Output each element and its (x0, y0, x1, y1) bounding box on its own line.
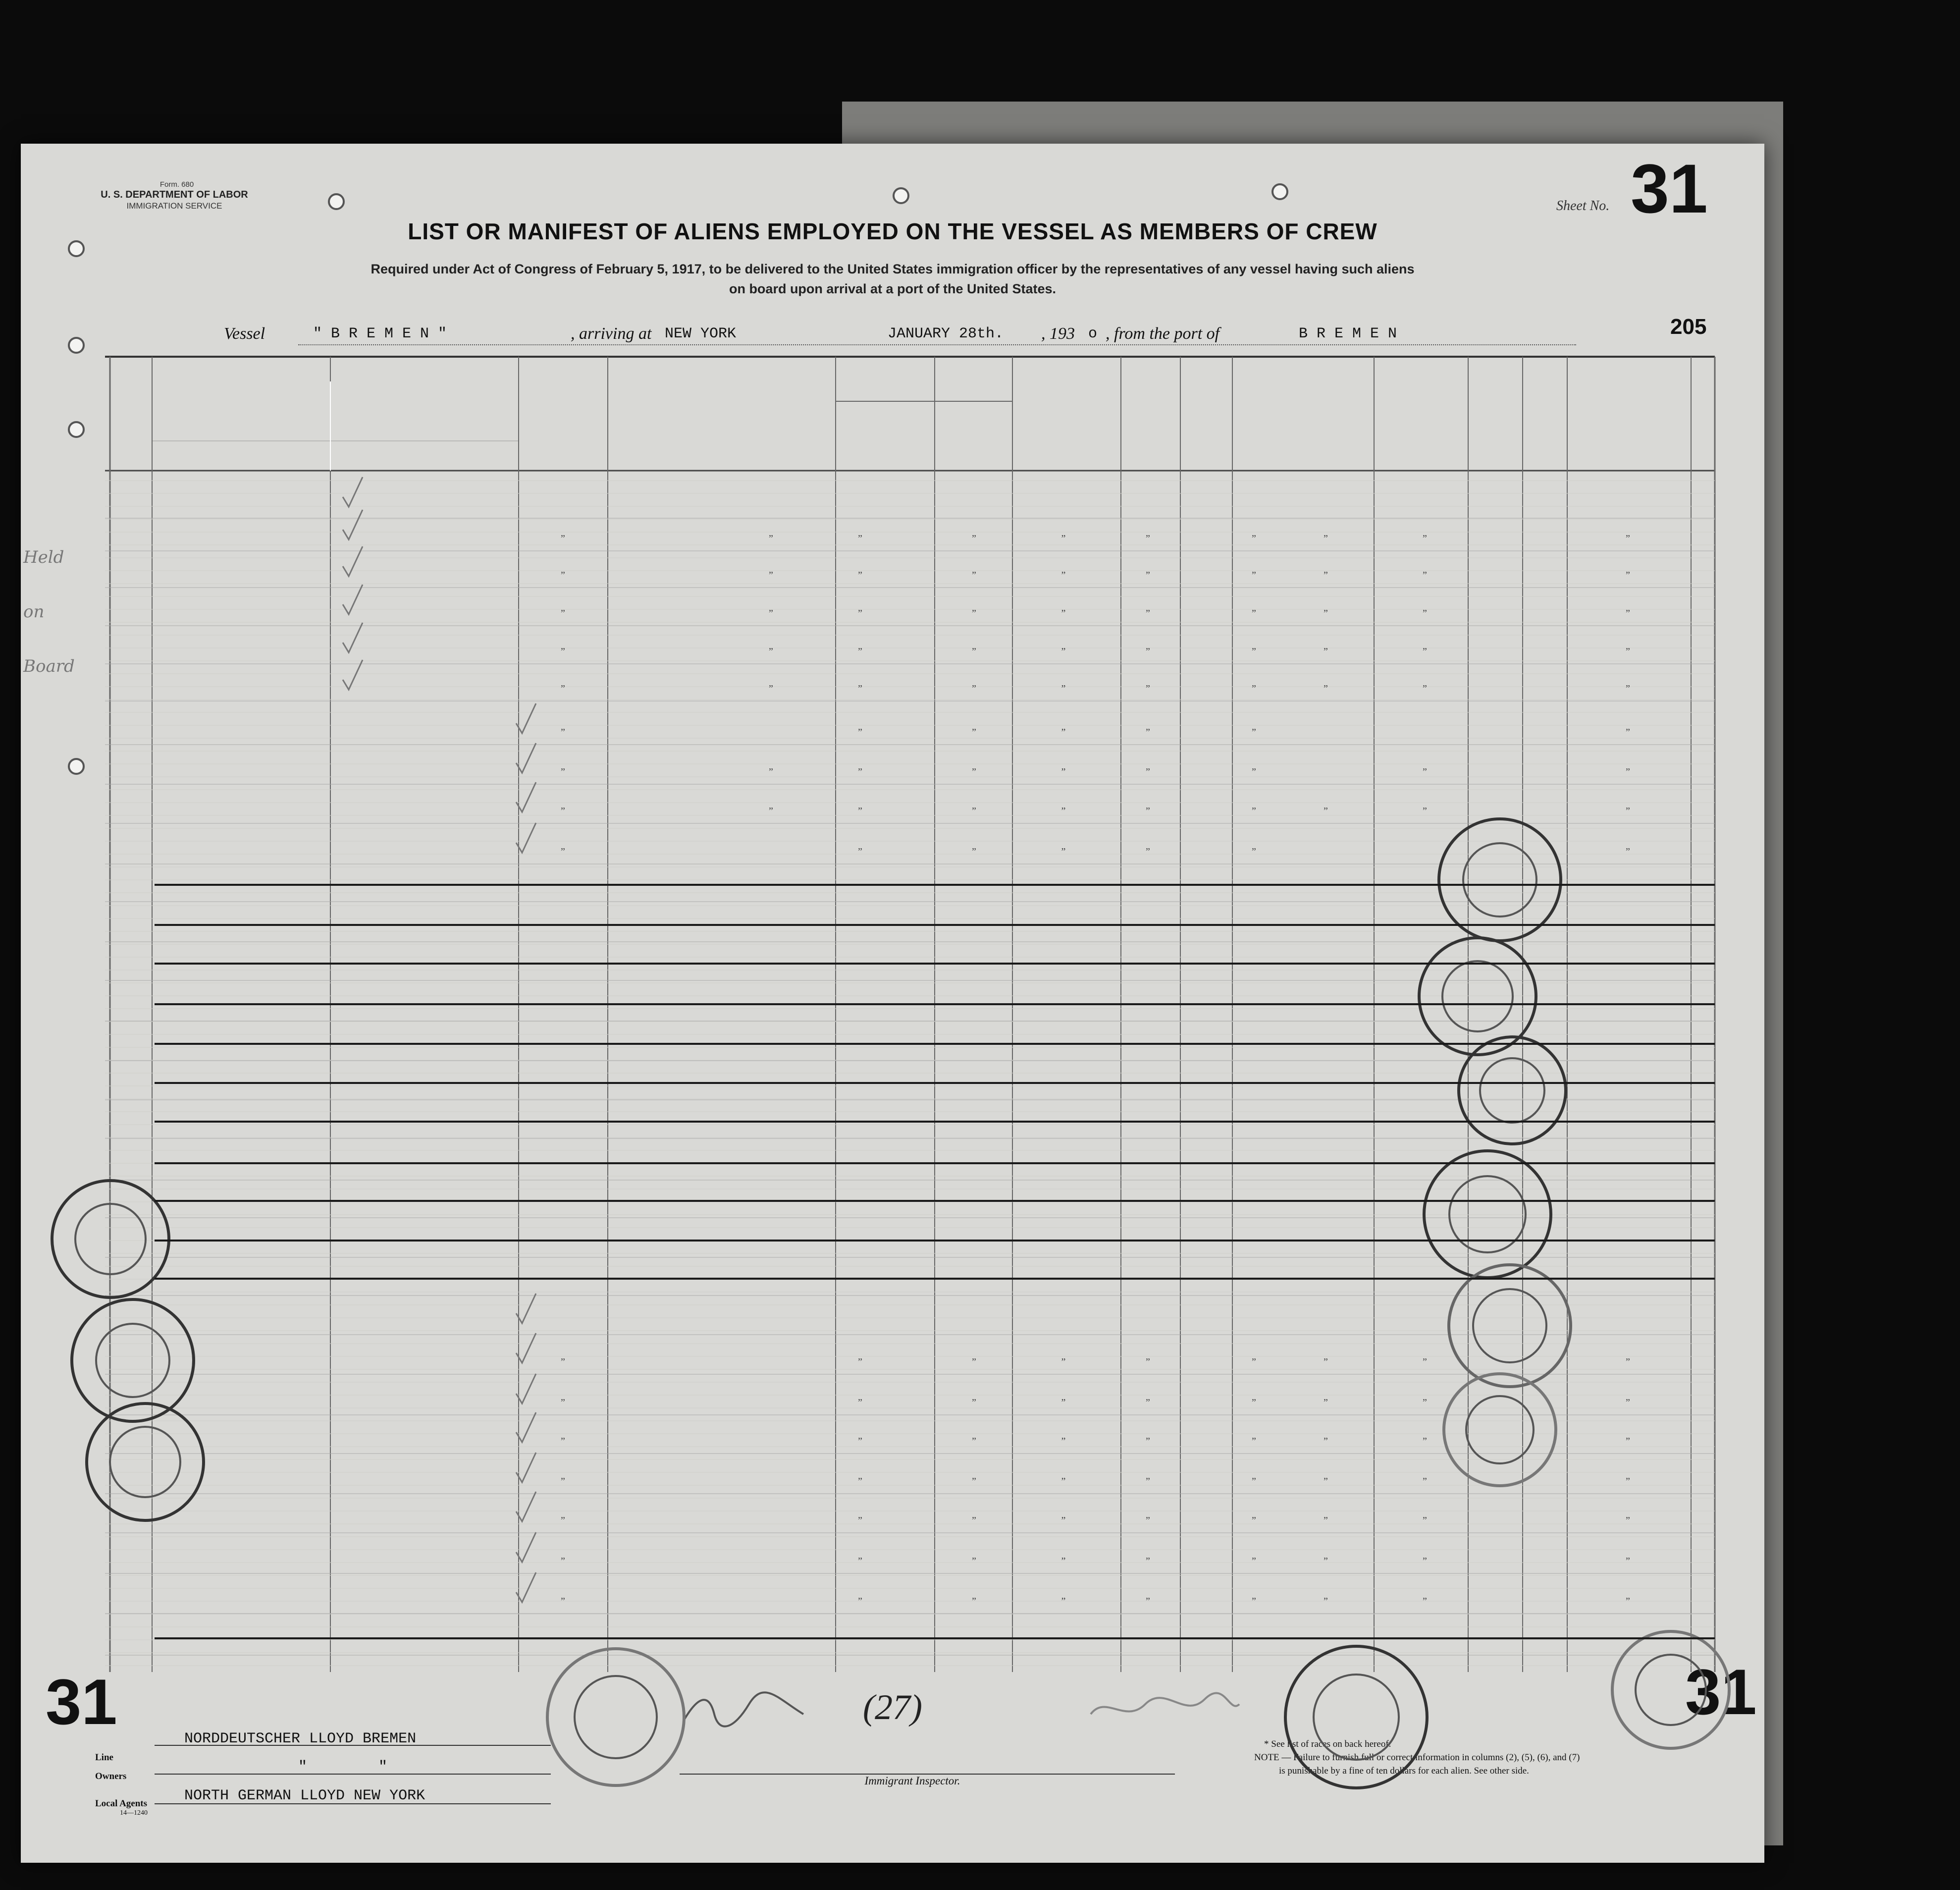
handwritten-count: (27) (863, 1687, 922, 1727)
service: IMMIGRATION SERVICE (126, 201, 222, 211)
handwritten-initials (1086, 1689, 1244, 1731)
strike-through-line (155, 1162, 1715, 1164)
sheet-label: Sheet No. (1556, 198, 1610, 214)
ditto-mark: ” (1324, 683, 1328, 694)
ditto-mark: ” (858, 1596, 862, 1607)
ditto-mark: ” (1324, 570, 1328, 581)
ditto-mark: ” (1146, 806, 1150, 816)
ditto-mark: ” (1061, 1596, 1066, 1607)
consulate-stamp (1423, 1149, 1552, 1279)
ditto-mark: ” (1061, 533, 1066, 544)
ditto-mark: ” (1146, 683, 1150, 694)
subtitle-line-2: on board upon arrival at a port of the United States. (729, 281, 1057, 296)
ditto-mark: ” (561, 1476, 565, 1487)
ditto-mark: ” (972, 1436, 976, 1447)
strike-through-line (155, 924, 1715, 926)
ditto-mark: ” (561, 1436, 565, 1447)
ditto-mark: ” (972, 1356, 976, 1367)
owners-value: " " (298, 1759, 388, 1776)
ditto-mark: ” (858, 608, 862, 619)
ditto-mark: ” (1423, 806, 1427, 816)
ditto-mark: ” (1423, 533, 1427, 544)
consulate-stamp (1447, 1263, 1572, 1388)
ditto-mark: ” (1324, 1436, 1328, 1447)
ditto-mark: ” (1423, 766, 1427, 777)
ditto-mark: ” (1061, 766, 1066, 777)
ditto-mark: ” (561, 1356, 565, 1367)
ditto-mark: ” (858, 1515, 862, 1526)
ditto-mark: ” (1423, 1556, 1427, 1566)
ditto-mark: ” (858, 846, 862, 857)
ditto-mark: ” (1252, 1515, 1256, 1526)
ditto-mark: ” (1252, 1476, 1256, 1487)
ditto-mark: ” (972, 727, 976, 738)
ditto-mark: ” (769, 806, 773, 816)
check-mark (343, 510, 363, 540)
ditto-mark: ” (1146, 1397, 1150, 1408)
ditto-mark: ” (858, 1436, 862, 1447)
ditto-mark: ” (561, 1556, 565, 1566)
ditto-mark: ” (1423, 1476, 1427, 1487)
ditto-mark: ” (1061, 1397, 1066, 1408)
ditto-mark: ” (1146, 1436, 1150, 1447)
ditto-mark: ” (1061, 846, 1066, 857)
check-mark (343, 585, 363, 614)
ditto-mark: ” (972, 683, 976, 694)
ditto-mark: ” (561, 608, 565, 619)
ditto-mark: ” (1626, 1476, 1630, 1487)
corner-number: 205 (1670, 315, 1707, 339)
ditto-mark: ” (769, 608, 773, 619)
ditto-mark: ” (561, 646, 565, 657)
ditto-mark: ” (769, 646, 773, 657)
ditto-mark: ” (561, 1397, 565, 1408)
ditto-mark: ” (858, 1397, 862, 1408)
inspector-label: Immigrant Inspector. (864, 1775, 960, 1787)
ditto-mark: ” (561, 727, 565, 738)
ditto-mark: ” (1324, 1556, 1328, 1566)
departure-port: B R E M E N (1299, 325, 1397, 342)
ditto-mark: ” (1423, 1436, 1427, 1447)
ditto-mark: ” (1423, 1397, 1427, 1408)
strike-through-line (155, 1043, 1715, 1045)
ditto-mark: ” (769, 683, 773, 694)
ditto-mark: ” (1324, 1397, 1328, 1408)
ditto-mark: ” (1324, 1515, 1328, 1526)
ditto-mark: ” (1061, 1356, 1066, 1367)
ditto-mark: ” (1061, 1436, 1066, 1447)
ditto-mark: ” (1252, 608, 1256, 619)
owners-rule (155, 1774, 551, 1775)
manifest-sheet (21, 144, 1764, 1863)
ditto-mark: ” (972, 646, 976, 657)
ditto-mark: ” (1061, 1476, 1066, 1487)
ditto-mark: ” (1626, 1596, 1630, 1607)
strike-through-line (155, 1637, 1715, 1639)
ditto-mark: ” (972, 1596, 976, 1607)
ditto-mark: ” (1252, 806, 1256, 816)
ditto-mark: ” (1626, 570, 1630, 581)
ditto-mark: ” (769, 766, 773, 777)
strike-through-line (155, 1278, 1715, 1280)
races-note: * See list of races on back hereof. (1264, 1739, 1391, 1749)
ditto-mark: ” (561, 683, 565, 694)
consulate-stamp (51, 1179, 170, 1299)
owners-label: Owners (95, 1771, 127, 1782)
consulate-stamp (85, 1402, 205, 1522)
ditto-mark: ” (1252, 1397, 1256, 1408)
ditto-mark: ” (1324, 646, 1328, 657)
ditto-mark: ” (1252, 570, 1256, 581)
ditto-mark: ” (1423, 608, 1427, 619)
ditto-mark: ” (1626, 533, 1630, 544)
ditto-mark: ” (1146, 533, 1150, 544)
ditto-mark: ” (1324, 1356, 1328, 1367)
ditto-mark: ” (858, 570, 862, 581)
ditto-mark: ” (769, 570, 773, 581)
page-title: LIST OR MANIFEST OF ALIENS EMPLOYED ON THE VESSEL AS MEMBERS OF CREW (408, 218, 1377, 244)
strike-through-line (155, 1121, 1715, 1123)
vessel-name: " B R E M E N " (313, 325, 447, 342)
ditto-mark: ” (858, 727, 862, 738)
ditto-mark: ” (1626, 646, 1630, 657)
ditto-mark: ” (972, 846, 976, 857)
ditto-mark: ” (858, 1476, 862, 1487)
year-prefix: , 193 (1041, 324, 1075, 343)
vessel-label: Vessel (224, 324, 265, 343)
ditto-mark: ” (1423, 570, 1427, 581)
ditto-mark: ” (972, 1476, 976, 1487)
ditto-mark: ” (972, 806, 976, 816)
ditto-mark: ” (858, 646, 862, 657)
ditto-mark: ” (1146, 846, 1150, 857)
ditto-mark: ” (1252, 1436, 1256, 1447)
ditto-mark: ” (1324, 533, 1328, 544)
ditto-mark: ” (1626, 1556, 1630, 1566)
ditto-mark: ” (1626, 1436, 1630, 1447)
ditto-mark: ” (561, 533, 565, 544)
check-mark (343, 477, 363, 507)
agents-label: Local Agents (95, 1798, 148, 1809)
ditto-mark: ” (1061, 727, 1066, 738)
sheet-number-left: 31 (46, 1666, 117, 1738)
ditto-mark: ” (1423, 646, 1427, 657)
ditto-mark: ” (1061, 570, 1066, 581)
ditto-mark: ” (972, 570, 976, 581)
line-label: Line (95, 1752, 113, 1763)
consulate-stamp (546, 1647, 686, 1787)
form-number: Form. 680 (159, 180, 194, 189)
ditto-mark: ” (561, 1515, 565, 1526)
arrival-port: NEW YORK (665, 325, 737, 342)
fine-note-1: NOTE — Failure to furnish full or correct information in columns (2), (5), (6), and (7) (1254, 1752, 1580, 1763)
ditto-mark: ” (561, 570, 565, 581)
ditto-mark: ” (858, 533, 862, 544)
strike-through-line (155, 963, 1715, 965)
ditto-mark: ” (1252, 1556, 1256, 1566)
ditto-mark: ” (858, 683, 862, 694)
ditto-mark: ” (1146, 1556, 1150, 1566)
strike-through-line (155, 1082, 1715, 1084)
sheet-number-right: 31 (1685, 1656, 1757, 1728)
ditto-mark: ” (1061, 608, 1066, 619)
ditto-mark: ” (1252, 846, 1256, 857)
department: U. S. DEPARTMENT OF LABOR (101, 189, 248, 200)
ditto-mark: ” (1146, 646, 1150, 657)
ditto-mark: ” (1146, 1596, 1150, 1607)
ditto-mark: ” (1324, 1596, 1328, 1607)
inspector-signature (680, 1689, 808, 1741)
ditto-mark: ” (1146, 608, 1150, 619)
ditto-mark: ” (858, 1556, 862, 1566)
consulate-stamp (1611, 1630, 1731, 1750)
ditto-mark: ” (858, 806, 862, 816)
ditto-mark: ” (1252, 533, 1256, 544)
from-port-label: , from the port of (1106, 324, 1220, 343)
consulate-stamp (1442, 1372, 1557, 1487)
ditto-mark: ” (1252, 727, 1256, 738)
line-value: NORDDEUTSCHER LLOYD BREMEN (184, 1730, 417, 1747)
ditto-mark: ” (561, 806, 565, 816)
ditto-mark: ” (1626, 608, 1630, 619)
ditto-mark: ” (1061, 646, 1066, 657)
line-rule (155, 1745, 551, 1746)
arrival-year: o (1088, 325, 1098, 342)
ditto-mark: ” (1146, 1356, 1150, 1367)
ditto-mark: ” (1146, 570, 1150, 581)
ditto-mark: ” (1626, 1397, 1630, 1408)
ditto-mark: ” (1423, 1356, 1427, 1367)
ditto-mark: ” (1252, 766, 1256, 777)
ditto-mark: ” (972, 766, 976, 777)
ditto-mark: ” (1626, 1515, 1630, 1526)
ditto-mark: ” (1423, 683, 1427, 694)
ditto-mark: ” (1252, 1596, 1256, 1607)
ditto-mark: ” (1626, 806, 1630, 816)
ditto-mark: ” (1146, 766, 1150, 777)
ditto-mark: ” (561, 1596, 565, 1607)
ditto-mark: ” (972, 1515, 976, 1526)
ditto-mark: ” (1061, 806, 1066, 816)
consulate-stamp (1284, 1645, 1429, 1789)
ditto-mark: ” (858, 766, 862, 777)
agents-value: NORTH GERMAN LLOYD NEW YORK (184, 1787, 425, 1804)
ditto-mark: ” (561, 846, 565, 857)
ditto-mark: ” (1061, 683, 1066, 694)
ditto-mark: ” (1061, 1556, 1066, 1566)
ditto-mark: ” (972, 1397, 976, 1408)
ditto-mark: ” (1324, 806, 1328, 816)
ditto-mark: ” (1626, 846, 1630, 857)
ditto-mark: ” (1626, 683, 1630, 694)
ditto-mark: ” (858, 1356, 862, 1367)
ditto-mark: ” (1626, 766, 1630, 777)
ditto-mark: ” (972, 1556, 976, 1566)
ditto-mark: ” (1626, 1356, 1630, 1367)
ditto-mark: ” (1626, 727, 1630, 738)
ditto-mark: ” (1252, 683, 1256, 694)
ditto-mark: ” (769, 533, 773, 544)
arriving-label: , arriving at (571, 324, 652, 343)
ditto-mark: ” (1252, 646, 1256, 657)
sheet-number: 31 (1631, 150, 1708, 227)
fine-note-2: is punishable by a fine of ten dollars for each alien. See other side. (1279, 1766, 1529, 1776)
ditto-mark: ” (972, 608, 976, 619)
arrival-date: JANUARY 28th. (888, 325, 1004, 342)
strike-through-line (155, 1003, 1715, 1005)
strike-through-line (155, 1200, 1715, 1202)
subtitle-line-1: Required under Act of Congress of February 5, 1917, to be delivered to the United States immigration officer by the representatives of any vessel having such aliens (371, 262, 1415, 276)
form-code: 14—1240 (120, 1809, 148, 1817)
strike-through-line (155, 884, 1715, 886)
ditto-mark: ” (1061, 1515, 1066, 1526)
ditto-mark: ” (1146, 1515, 1150, 1526)
ditto-mark: ” (1146, 1476, 1150, 1487)
margin-note: Held on Board (23, 547, 75, 676)
ditto-mark: ” (972, 533, 976, 544)
check-mark (343, 660, 363, 690)
ditto-mark: ” (1146, 727, 1150, 738)
ditto-mark: ” (1423, 1596, 1427, 1607)
ditto-mark: ” (1423, 1515, 1427, 1526)
strike-through-line (155, 1240, 1715, 1242)
ditto-mark: ” (561, 766, 565, 777)
ditto-mark: ” (1252, 1356, 1256, 1367)
ditto-mark: ” (1324, 1476, 1328, 1487)
ditto-mark: ” (1324, 608, 1328, 619)
consulate-stamp (1457, 1035, 1567, 1145)
agents-rule (155, 1803, 551, 1804)
